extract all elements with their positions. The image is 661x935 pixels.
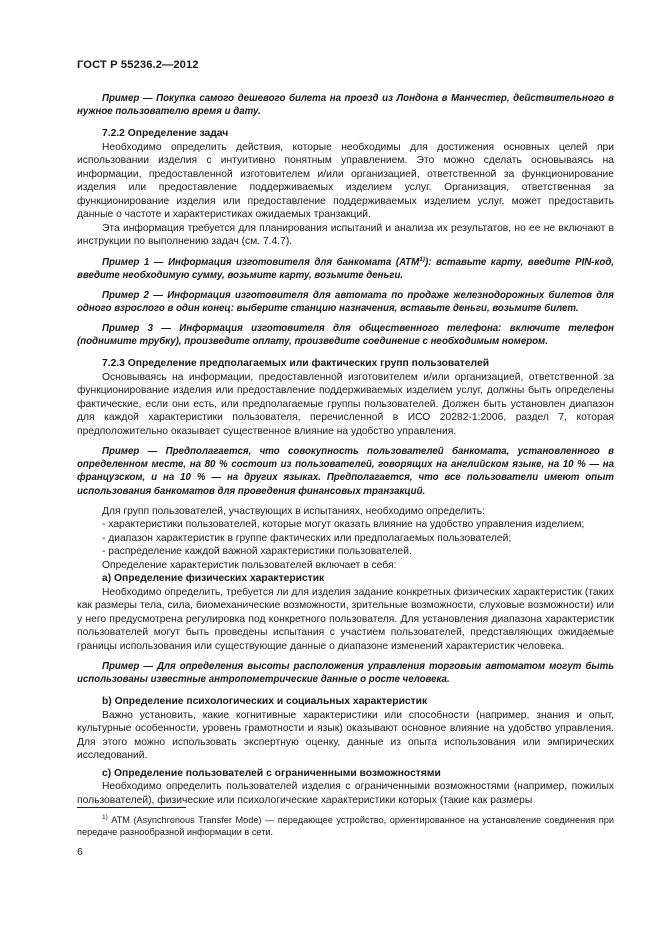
paragraph: Основываясь на информации, предоставленной изготовителем и/или организацией, ответственной за функционирование изделия или предоставление поддерживаемых изделием услуг, должны быть определены фактические, если они есть, или предполагаемые группы пользователей. Должен быть установлен диапазон для каждой характеристики пользователя, перечисленной в ИСО 20282-1:2006, раздел 7, которая предположительно оказывает существенное влияние на удобство управления. bbox=[77, 371, 614, 437]
example-intro: Пример — Покупка самого дешевого билета на проезд из Лондона в Манчестер, действительного в нужное пользователю время и дату. bbox=[77, 93, 614, 118]
paragraph: Необходимо определить действия, которые необходимы для достижения основных целей при использовании изделия с интуитивно понятным управлением. Это можно сделать основываясь на информации, предоставленной изготовителем и/или организацией, ответственной за функционирование изделия или предоставление поддерживаемых изделием услуг. Организация, ответственная за функционирование изделия или предоставление поддерживаемых изделием услуг, может предоставить данные о частоте и характеристиках ожидаемых транзакций. bbox=[77, 141, 614, 221]
subheading-b: b) Определение психологических и социальных характеристик bbox=[102, 696, 428, 708]
example-3: Пример 3 — Информация изготовителя для общественного телефона: включите телефон (поднимите трубку), произведите оплату, произведите соединение с необходимым номером. bbox=[77, 323, 614, 348]
example: Пример — Для определения высоты расположения управления торговым автоматом могут быть использованы известные антропометрические данные о росте человека. bbox=[77, 661, 614, 686]
section-heading-7-2-3: 7.2.3 Определение предполагаемых или фактических групп пользователей bbox=[102, 358, 490, 370]
paragraph: Определение характеристик пользователей включает в себя: bbox=[102, 559, 397, 571]
list-item: - распределение каждой важной характеристики пользователей. bbox=[102, 546, 412, 558]
page-number: 6 bbox=[77, 846, 83, 858]
example-1-start: Пример 1 — Информация изготовителя для банкомата (АТМ bbox=[102, 256, 420, 268]
example-1-end: ): вставьте карту, введите PIN-код, введите необходимую сумму, возьмите карту, возьмите деньги. bbox=[77, 256, 614, 281]
footnote-text: АТМ (Asynchronous Transfer Mode) — передающее устройство, ориентированное на установление соединения при передаче разнообразной информации в сети. bbox=[77, 815, 614, 837]
page-body bbox=[77, 92, 614, 807]
footnote-divider bbox=[77, 807, 186, 808]
subheading-a: a) Определение физических характеристик bbox=[102, 573, 325, 585]
paragraph: Эта информация требуется для планирования испытаний и анализа их результатов, но ее не включают в инструкции по выполнению задач (см. 7.4.7). bbox=[77, 222, 614, 248]
example-2: Пример 2 — Информация изготовителя для автомата по продаже железнодорожных билетов для одного взрослого в один конец: выберите станцию назначения, вставьте деньги, возьмите билет. bbox=[77, 289, 614, 314]
paragraph: Важно установить, какие когнитивные характеристики или способности (например, знания и опыт, культурные особенности, уровень грамотности и язык) оказывают основное влияние на удобство управления. Для этого можно использовать экспертную оценку, данные из опыта использования или эмпирических исследований. bbox=[77, 709, 614, 762]
footnote bbox=[77, 814, 614, 838]
paragraph: Необходимо определить, требуется ли для изделия задание конкретных физических характеристик (таких как размеры тела, сила, биомеханические возможности, зрительные возможности, слуховые возможности) или у него предусмотрена регулировка под конкретного пользователя. Для установления диапазона характеристик пользователей могут быть проведены испытания с участием пользователей, представляющих ожидаемые границы использования или существующие данные о диапазоне изменений характеристик человека. bbox=[77, 586, 614, 652]
list-item: - диапазон характеристик в группе фактических или предполагаемых пользователей; bbox=[102, 532, 512, 544]
paragraph: Для групп пользователей, участвующих в испытаниях, необходимо определить: bbox=[102, 505, 485, 517]
example-1 bbox=[77, 256, 614, 282]
document-header: ГОСТ Р 55236.2—2012 bbox=[77, 59, 199, 71]
example: Пример — Предполагается, что совокупность пользователей банкомата, установленного в определенном месте, на 80 % состоит из пользователей, говорящих на английском языке, на 10 % — на французском, и на 10 % — на других языках. Предполагается, что все пользователи имеют опыт использования банкоматов для проведения финансовых транзакций. bbox=[77, 446, 614, 497]
footnote-mark: 1) bbox=[102, 813, 108, 821]
subheading-c: c) Определение пользователей с ограниченными возможностями bbox=[102, 767, 441, 779]
section-heading-7-2-2: 7.2.2 Определение задач bbox=[102, 128, 229, 140]
footnote-ref: 1) bbox=[419, 255, 425, 263]
list-item: - характеристики пользователей, которые могут оказать влияние на удобство управления изделием; bbox=[102, 519, 585, 531]
paragraph: Необходимо определить пользователей изделия с ограниченными возможностями (например, пожилых пользователей), физические или психологические характеристики которых (такие как размеры bbox=[77, 781, 614, 806]
